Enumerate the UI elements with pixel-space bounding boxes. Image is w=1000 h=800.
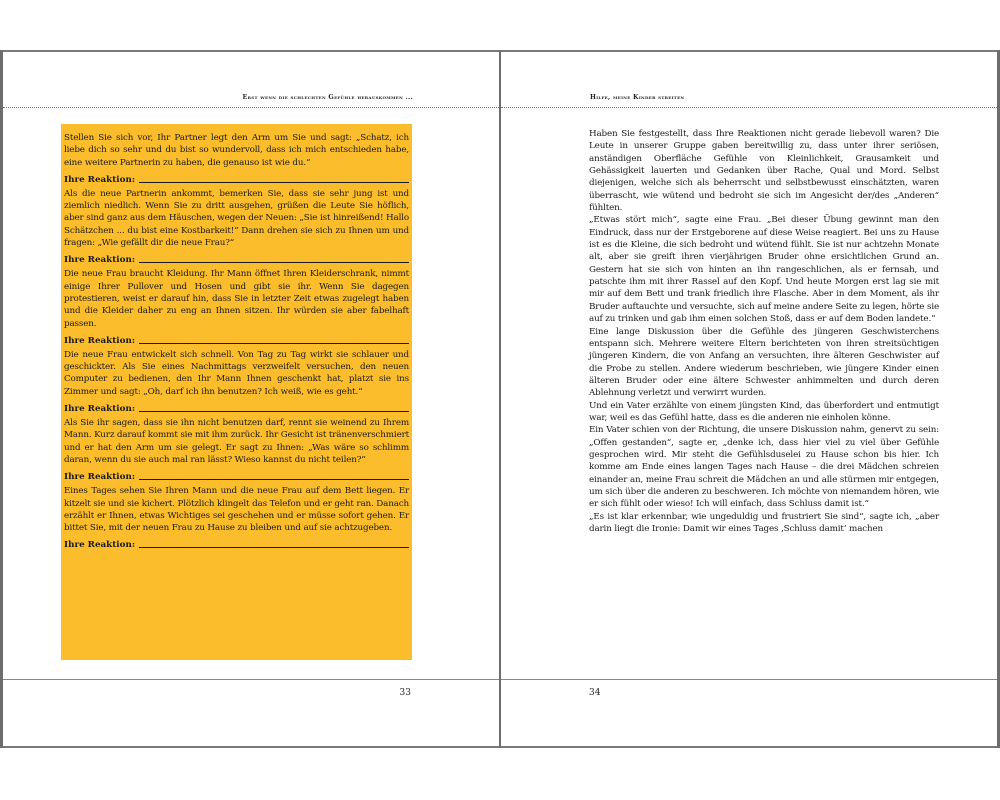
scenario-4 <box>64 349 409 415</box>
footer-rule-right <box>501 679 997 680</box>
paragraph: Haben Sie festgestellt, dass Ihre Reaktionen nicht gerade liebevoll waren? Die Leute in unserer Gruppe gaben bereitwillig zu, dass unter ihrer seriösen, anständigen Oberfläche Gefühle von Kleinlichkeit, Grausamkeit und Gehässigkeit lauerten und Gedanken über Rache, Qual und Mord. Selbst diejenigen, welche sich als beherrscht und selbstbewusst einschätzten, waren überrascht, wie wütend und bedroht sie sich im Angesicht der/des „Anderen“ fühlten. <box>589 129 939 214</box>
scenario-text: Die neue Frau entwickelt sich schnell. Von Tag zu Tag wirkt sie schlauer und geschickter. Als Sie eines Nachmittags verzweifelt versuchen, den neuen Computer zu bedienen, den Ihr Mann Ihnen geschenkt hat, platzt sie ins Zimmer und sagt: „Oh, darf ich ihn benutzen? Ich weiß, wie es geht.“ <box>64 349 409 397</box>
running-head-right: Hilfe, meine Kinder streiten <box>590 94 685 101</box>
right-page <box>501 52 997 746</box>
scenario-1 <box>64 132 409 186</box>
reaction-label: Ihre Reaktion: <box>64 404 136 415</box>
paragraph: Eine lange Diskussion über die Gefühle des jüngeren Geschwisterchens entspann sich. Mehrere weitere Eltern berichteten von ihren streitsüchtigen jüngeren Kindern, die von Anfang an versuchten, ihre älteren Geschwister auf die Probe zu stellen. Andere wiederum beschrieben, wie jüngere Kinder einen älteren Bruder oder eine ältere Schwester anhimmelten und durch deren Ablehnung verletzt und verwirrt wurden. <box>589 326 939 399</box>
page-number-right: 34 <box>589 688 601 698</box>
scenario-text: Als Sie ihr sagen, dass sie ihn nicht benutzen darf, rennt sie weinend zu Ihrem Mann. Kurz darauf kommt sie mit ihm zurück. Ihr Gesicht ist tränenverschmiert und er hat den Arm um sie gelegt. Er sagt zu Ihnen: „Was wäre so schlimm daran, wenn du sie auch mal ran lässt? Wieso kannst du nicht teilen?“ <box>64 418 409 465</box>
answer-line <box>139 411 409 412</box>
paragraph: Ein Vater schien von der Richtung, die unsere Diskussion nahm, genervt zu sein: „Offen gestanden“, sagte er, „denke ich, dass hier viel zu viel über Gefühle gesprochen wird. Mir steht die Gefühlsduselei zu Hause schon bis hier. Ich komme am Ende eines langen Tages nach Hause – die drei Mädchen schreien einander an, meine Frau schreit die Mädchen an und alle stürmen mir entgegen, um sich über die anderen zu beschweren. Ich möchte von niemandem hören, wie er sich fühlt oder wieso! Ich will einfach, dass Schluss damit ist.“ <box>589 425 939 510</box>
reaction-row <box>64 401 409 415</box>
footer-rule-left <box>3 679 499 680</box>
reaction-row <box>64 172 409 186</box>
paragraph: „Es ist klar erkennbar, wie ungeduldig und frustriert Sie sind“, sagte ich, „aber darin liegt die Ironie: Damit wir eines Tages ‚Schluss damit‘ machen <box>589 511 939 534</box>
page-number-left: 33 <box>399 688 411 698</box>
running-head-left: Erst wenn die schlechten Gefühle herauskommen ... <box>242 94 413 101</box>
answer-line <box>139 343 409 344</box>
reaction-label: Ihre Reaktion: <box>64 174 136 185</box>
scenario-3 <box>64 268 409 346</box>
reaction-row <box>64 537 409 551</box>
reaction-label: Ihre Reaktion: <box>64 335 136 346</box>
paragraph: „Etwas stört mich“, sagte eine Frau. „Bei dieser Übung gewinnt man den Eindruck, dass nur der Erstgeborene auf diese Weise reagiert. Bei uns zu Hause ist es die Kleine, die sich bedroht und wütend fühlt. Sie ist nur achtzehn Monate alt, aber sie greift ihren vierjährigen Bruder ohne ersichtlichen Grund an. Gestern hat sie sich von hinten an ihn rangeschlichen, als er fernsah, und patschte ihm mit ihrer Rassel auf den Kopf. Und heute Morgen erst lag sie mit mir auf dem Bett und trank friedlich ihre Flasche. Aber in dem Moment, als ihr Bruder auftauchte und versuchte, sich auf meine andere Seite zu legen, hörte sie auf zu trinken und gab ihm einen solchen Stoß, dass er auf dem Boden landete.“ <box>589 215 939 325</box>
answer-line <box>139 262 409 263</box>
scenario-text: Die neue Frau braucht Kleidung. Ihr Mann öffnet Ihren Kleiderschrank, nimmt einige Ihrer Pullover und Hosen und gibt sie ihr. Wenn Sie dagegen protestieren, weist er darauf hin, dass Sie in letzter Zeit etwas zugelegt haben und die Kleider daher zu eng an Ihnen sitzen. Ihr würden sie aber fabelhaft passen. <box>64 269 409 329</box>
scenario-6 <box>64 485 409 551</box>
body-text <box>589 128 939 535</box>
scenario-5 <box>64 417 409 483</box>
scenario-text: Als die neue Partnerin ankommt, bemerken Sie, dass sie sehr jung ist und ziemlich niedlich. Wenn Sie zu dritt ausgehen, grüßen die Leute Sie höflich, aber sind ganz aus dem Häuschen, wegen der Neuen: „Sie ist hinreißend! Hallo Schätzchen ... du bist eine Kostbarkeit!“ Dann drehen sie sich zu Ihnen um und fragen: „Wie gefällt dir die neue Frau?“ <box>64 188 409 249</box>
reaction-label: Ihre Reaktion: <box>64 255 136 266</box>
header-rule-left <box>3 107 499 108</box>
reaction-label: Ihre Reaktion: <box>64 540 136 551</box>
reaction-row <box>64 469 409 483</box>
reaction-label: Ihre Reaktion: <box>64 472 136 483</box>
scenario-text: Eines Tages sehen Sie Ihren Mann und die neue Frau auf dem Bett liegen. Er kitzelt sie und sie kichert. Plötzlich klingelt das Telefon und er geht ran. Danach erzählt er Ihnen, etwas Wichtiges sei geschehen und er müsse sofort gehen. Er bittet Sie, mit der neuen Frau zu Hause zu bleiben und auf sie achtzugeben. <box>64 486 409 534</box>
answer-line <box>139 479 409 480</box>
reaction-row <box>64 252 409 266</box>
scenario-2 <box>64 188 409 266</box>
answer-line <box>139 547 409 548</box>
header-rule-right <box>501 107 997 108</box>
exercise-box <box>61 124 412 660</box>
scenario-text: Stellen Sie sich vor, Ihr Partner legt den Arm um Sie und sagt: „Schatz, ich liebe dich so sehr und du bist so wundervoll, dass ich mich entschieden habe, eine weitere Partnerin zu haben, die genauso ist wie du.“ <box>64 133 409 168</box>
answer-line <box>139 182 409 183</box>
reaction-row <box>64 333 409 347</box>
paragraph: Und ein Vater erzählte von einem jüngsten Kind, das überfordert und entmutigt war, weil es das Gefühl hatte, dass es die anderen nie einholen könne. <box>589 400 939 423</box>
left-page <box>3 52 499 746</box>
